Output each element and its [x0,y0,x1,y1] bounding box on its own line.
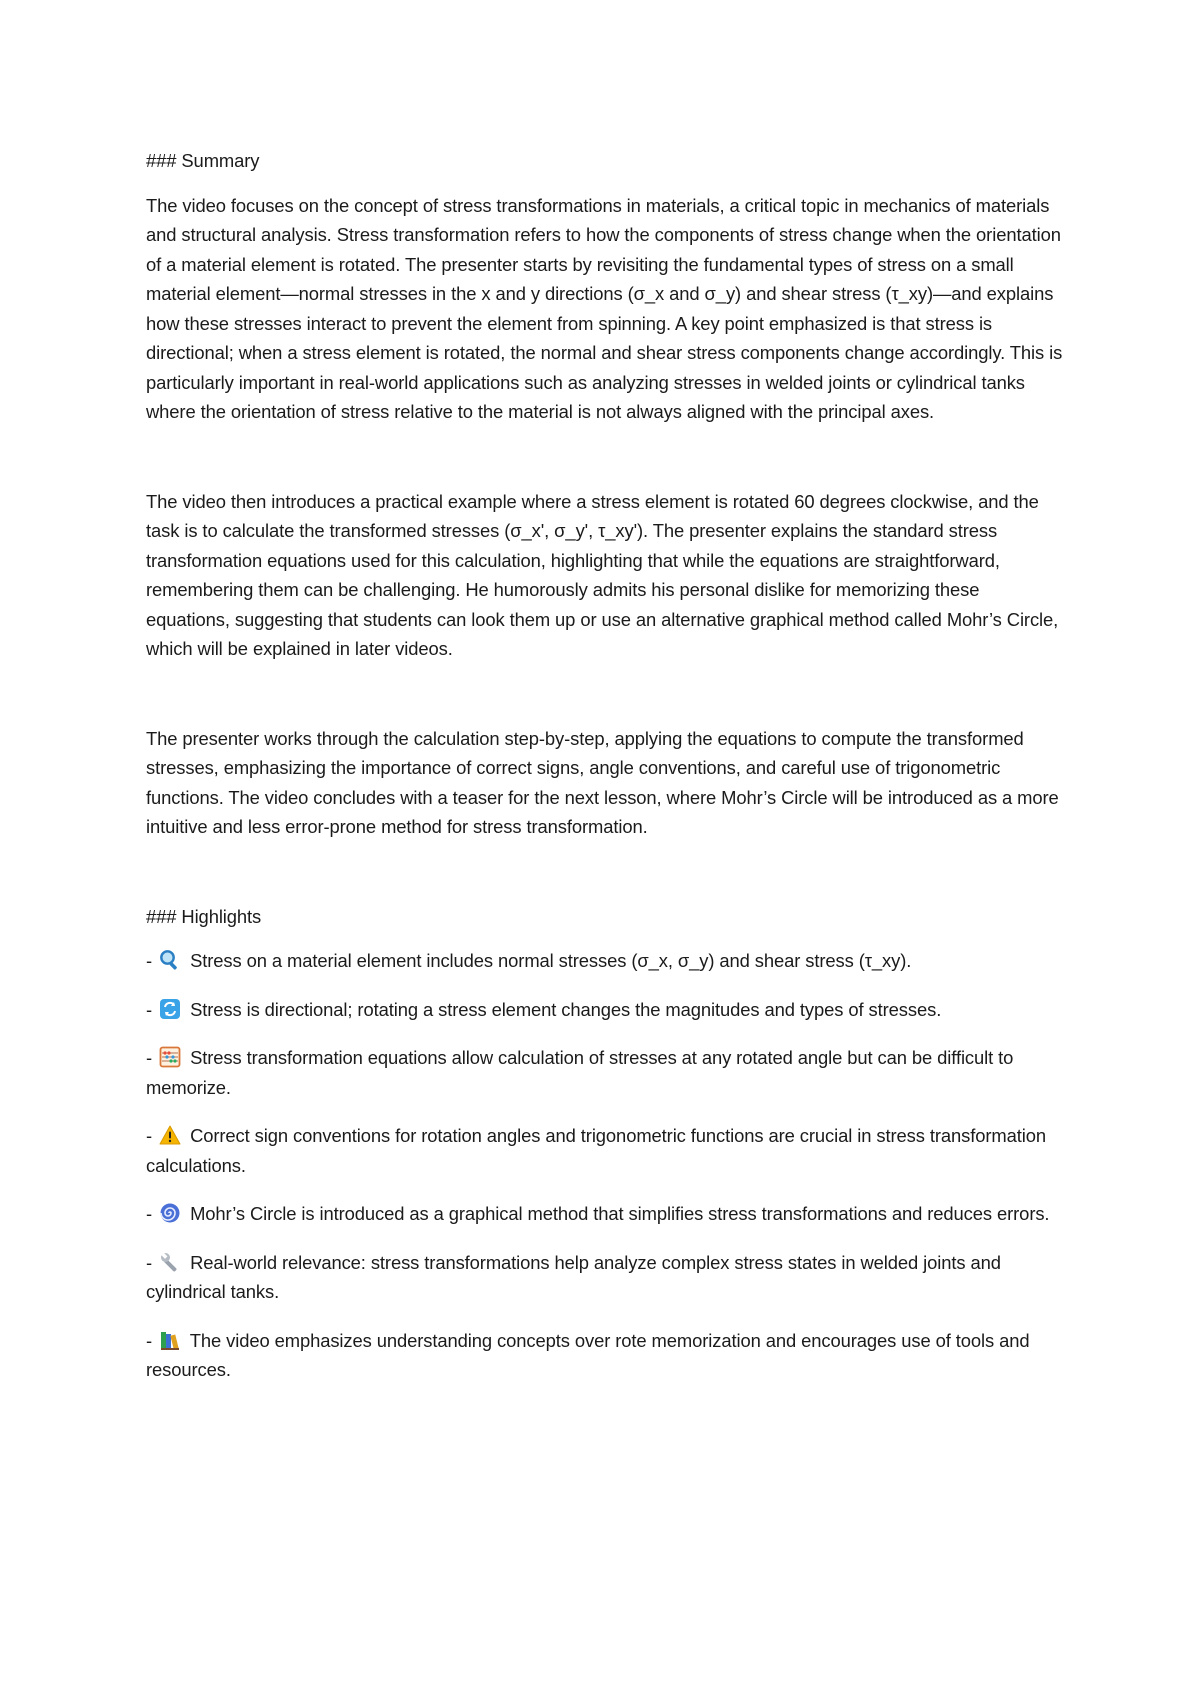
bullet-dash: - [146,1047,153,1068]
highlight-text: Real-world relevance: stress transformations help analyze complex stress states in welded joints and cylindrical tanks. [146,1251,1001,1302]
highlight-item [146,1043,1066,1102]
books-icon [159,1329,181,1351]
bullet-dash: - [146,950,153,971]
highlight-item [146,946,1066,976]
bullet-dash: - [146,998,153,1020]
highlight-item [146,995,1066,1025]
document-page [146,146,1066,1404]
highlights-heading: ### Highlights [146,905,262,927]
abacus-icon [159,1046,181,1068]
highlight-item [146,1121,1066,1180]
bullet-dash: - [146,1203,153,1224]
highlight-text: Correct sign conventions for rotation angles and trigonometric functions are crucial in stress transformation calculations. [146,1125,1046,1176]
highlight-item [146,1248,1066,1307]
summary-heading: ### Summary [146,150,260,171]
highlight-text: Stress transformation equations allow calculation of stresses at any rotated angle but can be difficult to memorize. [146,1047,1014,1098]
summary-paragraph-3: The presenter works through the calculation step-by-step, applying the equations to compute the transformed stresses, emphasizing the importance of correct signs, angle conventions, and careful use of trigonometric functions. The video concludes with a teaser for the next lesson, where Mohr’s Circle will be introduced as a more intuitive and less error-prone method for stress transformation. [146,727,1059,837]
summary-paragraph-2: The video then introduces a practical example where a stress element is rotated 60 degrees clockwise, and the task is to calculate the transformed stresses (σ_x', σ_y', τ_xy'). The presenter explains the standard stress transformation equations used for this calculation, highlighting that while the equations are straightforward, remembering them can be challenging. He humorously admits his personal dislike for memorizing these equations, suggesting that students can look them up or use an alternative graphical method called Mohr’s Circle, which will be explained in later videos. [146,490,1059,659]
wrench-icon [159,1251,181,1273]
highlight-item [146,1199,1066,1229]
cyclone-icon [159,1202,181,1224]
highlight-text: Stress on a material element includes normal stresses (σ_x, σ_y) and shear stress (τ_xy). [190,950,912,971]
highlight-item [146,1326,1066,1385]
summary-paragraph-1: The video focuses on the concept of stress transformations in materials, a critical topic in mechanics of materials and structural analysis. Stress transformation refers to how the components of stress change when the orientation of a material element is rotated. The presenter starts by revisiting the fundamental types of stress on a small material element—normal stresses in the x and y directions (σ_x and σ_y) and shear stress (τ_xy)—and explains how these stresses interact to prevent the element from spinning. A key point emphasized is that stress is directional; when a stress element is rotated, the normal and shear stress components change accordingly. This is particularly important in real-world applications such as analyzing stresses in welded joints or cylindrical tanks where the orientation of stress relative to the material is not always aligned with the principal axes. [146,194,1063,422]
highlights-list [146,946,1066,1385]
bullet-dash: - [146,1329,153,1351]
rotate-arrows-icon [159,998,181,1020]
bullet-dash: - [146,1251,153,1273]
highlight-text: Stress is directional; rotating a stress element changes the magnitudes and types of stresses. [190,998,942,1020]
warning-icon [159,1124,181,1146]
magnifying-glass-icon [159,949,181,971]
highlight-text: Mohr’s Circle is introduced as a graphical method that simplifies stress transformations and reduces errors. [190,1203,1050,1224]
highlight-text: The video emphasizes understanding concepts over rote memorization and encourages use of tools and resources. [146,1329,1030,1380]
bullet-dash: - [146,1125,153,1146]
